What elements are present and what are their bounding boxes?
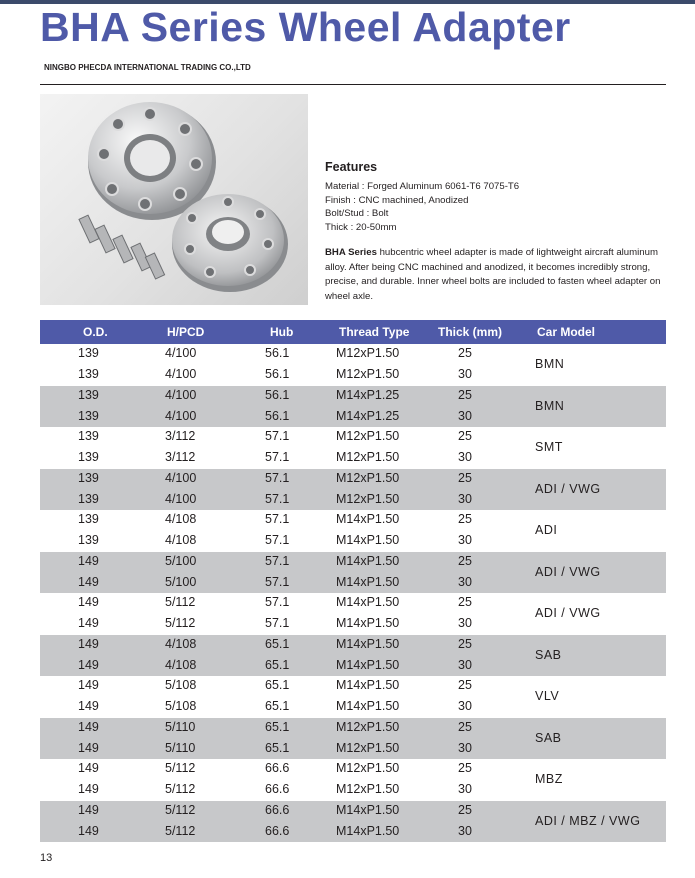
table-row-group: [40, 552, 666, 594]
cell-car-model: ADI / VWG: [535, 606, 601, 620]
table-row-group: [40, 469, 666, 511]
cell-car-model: BMN: [535, 357, 565, 371]
cell-car-model: SAB: [535, 647, 562, 662]
table-row: [40, 699, 666, 719]
cell-hub: 66.6: [265, 802, 290, 817]
cell-hpcd: 4/100: [165, 470, 197, 485]
table-row: [40, 658, 666, 678]
cell-hub: 65.1: [265, 636, 290, 651]
cell-thread: M12xP1.50: [336, 719, 400, 734]
cell-hub: 56.1: [265, 387, 290, 402]
cell-thick: 30: [458, 367, 472, 381]
header-thick: Thick (mm): [438, 325, 503, 339]
wheel-adapter-illustration: [40, 94, 308, 305]
series-name: BHA Series: [325, 247, 377, 258]
spec-material: Material : Forged Aluminum 6061-T6 7075-T6: [325, 181, 520, 192]
cell-thick: 25: [458, 636, 472, 651]
cell-thread: M14xP1.50: [336, 657, 400, 672]
cell-hpcd: 5/110: [165, 719, 196, 734]
table-row-group: [40, 510, 666, 552]
cell-hub: 65.1: [265, 719, 290, 734]
adapter-small: [172, 194, 288, 292]
table-row: [40, 367, 666, 387]
cell-hub: 56.1: [265, 367, 290, 381]
cell-hub: 65.1: [265, 678, 290, 692]
cell-hub: 57.1: [265, 553, 290, 568]
cell-thread: M14xP1.50: [336, 595, 400, 609]
cell-hpcd: 5/108: [165, 678, 197, 692]
cell-od: 149: [78, 636, 99, 651]
cell-od: 149: [78, 699, 99, 713]
company-name: NINGBO PHECDA INTERNATIONAL TRADING CO.,LTD: [44, 63, 251, 72]
header-hub: Hub: [270, 325, 294, 339]
header-hpcd: H/PCD: [167, 325, 205, 339]
cell-hpcd: 3/112: [165, 450, 196, 464]
features-description: [325, 246, 661, 304]
cell-od: 139: [78, 470, 99, 485]
table-row: [40, 761, 666, 781]
cell-hub: 57.1: [265, 450, 290, 464]
cell-thick: 30: [458, 823, 472, 838]
cell-thread: M14xP1.50: [336, 533, 400, 547]
cell-car-model: ADI / MBZ / VWG: [535, 813, 641, 828]
table-row-group: [40, 386, 666, 428]
table-row-group: [40, 676, 666, 718]
cell-thread: M14xP1.25: [336, 387, 400, 402]
cell-od: 139: [78, 367, 99, 381]
cell-od: 149: [78, 740, 99, 755]
cell-hub: 65.1: [265, 657, 290, 672]
cell-thread: M14xP1.50: [336, 636, 400, 651]
cell-od: 139: [78, 533, 99, 547]
cell-od: 149: [78, 574, 99, 589]
table-row: [40, 512, 666, 532]
cell-hpcd: 5/112: [165, 782, 196, 796]
cell-thick: 25: [458, 719, 472, 734]
cell-hpcd: 5/112: [165, 802, 196, 817]
table-row: [40, 429, 666, 449]
table-row: [40, 533, 666, 553]
cell-hpcd: 4/100: [165, 387, 197, 402]
cell-od: 149: [78, 782, 99, 796]
table-row-group: [40, 427, 666, 469]
page-number: 13: [40, 852, 53, 864]
features-section: [325, 160, 665, 304]
cell-hpcd: 4/108: [165, 657, 197, 672]
cell-thick: 25: [458, 387, 472, 402]
cell-car-model: BMN: [535, 398, 565, 413]
table-row-group: [40, 801, 666, 843]
cell-thread: M14xP1.50: [336, 699, 400, 713]
cell-hub: 65.1: [265, 740, 290, 755]
cell-hpcd: 5/108: [165, 699, 197, 713]
cell-thick: 25: [458, 595, 472, 609]
cell-thread: M12xP1.50: [336, 782, 400, 796]
table-row-group: [40, 759, 666, 801]
cell-thick: 25: [458, 553, 472, 568]
cell-hub: 57.1: [265, 491, 290, 506]
cell-thick: 30: [458, 657, 472, 672]
table-row: [40, 409, 666, 429]
cell-car-model: SAB: [535, 730, 562, 745]
cell-hpcd: 5/112: [165, 823, 196, 838]
cell-hub: 57.1: [265, 616, 290, 630]
cell-hpcd: 5/100: [165, 574, 197, 589]
cell-hub: 66.6: [265, 782, 290, 796]
specs-table: [40, 320, 666, 842]
cell-hpcd: 5/110: [165, 740, 196, 755]
cell-od: 139: [78, 429, 99, 443]
cell-od: 149: [78, 802, 99, 817]
cell-thread: M12xP1.50: [336, 740, 400, 755]
cell-od: 149: [78, 595, 99, 609]
cell-thread: M14xP1.50: [336, 574, 400, 589]
cell-thread: M14xP1.50: [336, 823, 400, 838]
cell-thick: 25: [458, 470, 472, 485]
cell-thick: 30: [458, 782, 472, 796]
cell-hub: 57.1: [265, 512, 290, 526]
spec-thick: Thick : 20-50mm: [325, 221, 397, 233]
cell-thick: 25: [458, 678, 472, 692]
cell-hpcd: 5/100: [165, 553, 197, 568]
cell-hpcd: 4/108: [165, 533, 197, 547]
description-text: hubcentric wheel adapter is made of lightweight aircraft aluminum alloy. After being CNC machined and anodized, it becomes incredibly strong, precise, and durable. Inner wheel bolts are included to fasten wheel adapter on wheel axle.: [325, 247, 661, 302]
table-body: [40, 344, 666, 842]
cell-hpcd: 5/112: [165, 595, 196, 609]
cell-hub: 66.6: [265, 823, 290, 838]
table-row-group: [40, 635, 666, 677]
cell-hpcd: 4/100: [165, 367, 197, 381]
table-row: [40, 741, 666, 761]
cell-od: 139: [78, 408, 99, 423]
cell-car-model: ADI: [535, 523, 558, 537]
features-heading: Features: [325, 160, 378, 174]
cell-hpcd: 3/112: [165, 429, 196, 443]
cell-hpcd: 4/100: [165, 346, 197, 360]
table-row: [40, 678, 666, 698]
cell-thread: M12xP1.50: [336, 761, 400, 775]
cell-thick: 30: [458, 699, 472, 713]
cell-od: 139: [78, 491, 99, 506]
cell-thick: 30: [458, 408, 472, 423]
cell-thread: M14xP1.50: [336, 512, 400, 526]
cell-thick: 25: [458, 346, 472, 360]
table-row-group: [40, 344, 666, 386]
cell-hpcd: 4/108: [165, 636, 197, 651]
cell-thread: M14xP1.50: [336, 616, 400, 630]
cell-thick: 30: [458, 450, 472, 464]
cell-hpcd: 4/100: [165, 408, 197, 423]
cell-thick: 25: [458, 429, 472, 443]
header-thread-type: Thread Type: [339, 325, 410, 339]
cell-od: 149: [78, 657, 99, 672]
cell-hub: 57.1: [265, 470, 290, 485]
cell-car-model: VLV: [535, 689, 560, 703]
cell-thread: M12xP1.50: [336, 367, 400, 381]
cell-thick: 25: [458, 802, 472, 817]
cell-od: 149: [78, 719, 99, 734]
cell-hub: 56.1: [265, 408, 290, 423]
cell-hub: 57.1: [265, 574, 290, 589]
table-row: [40, 346, 666, 366]
cell-hpcd: 4/100: [165, 491, 197, 506]
cell-od: 139: [78, 346, 99, 360]
cell-thread: M14xP1.50: [336, 678, 400, 692]
spec-bolt: Bolt/Stud : Bolt: [325, 208, 389, 219]
cell-od: 149: [78, 616, 99, 630]
table-row-group: [40, 593, 666, 635]
cell-thick: 25: [458, 512, 472, 526]
table-row: [40, 720, 666, 740]
table-row: [40, 388, 666, 408]
header-divider: [40, 84, 666, 85]
header-od: O.D.: [83, 325, 108, 339]
cell-hub: 66.6: [265, 761, 290, 775]
cell-od: 149: [78, 678, 99, 692]
cell-od: 139: [78, 387, 99, 402]
cell-thread: M12xP1.50: [336, 346, 400, 360]
cell-car-model: ADI / VWG: [535, 564, 601, 579]
cell-thread: M14xP1.50: [336, 553, 400, 568]
cell-thick: 25: [458, 761, 472, 775]
table-row: [40, 782, 666, 802]
cell-thread: M12xP1.50: [336, 491, 400, 506]
page-title: BHA Series Wheel Adapter: [40, 4, 571, 50]
cell-od: 149: [78, 823, 99, 838]
cell-hub: 57.1: [265, 533, 290, 547]
cell-thread: M12xP1.50: [336, 429, 400, 443]
cell-car-model: ADI / VWG: [535, 481, 601, 496]
cell-thread: M12xP1.50: [336, 470, 400, 485]
cell-thick: 30: [458, 574, 472, 589]
cell-thick: 30: [458, 740, 472, 755]
header-car-model: Car Model: [537, 325, 596, 339]
cell-thick: 30: [458, 491, 472, 506]
cell-od: 139: [78, 512, 99, 526]
table-row: [40, 637, 666, 657]
cell-thick: 30: [458, 616, 472, 630]
cell-thread: M14xP1.50: [336, 802, 400, 817]
cell-od: 149: [78, 761, 99, 775]
product-photo: [40, 94, 308, 305]
cell-hpcd: 5/112: [165, 761, 196, 775]
cell-hub: 65.1: [265, 699, 290, 713]
cell-od: 139: [78, 450, 99, 464]
cell-hub: 57.1: [265, 595, 290, 609]
cell-od: 149: [78, 553, 99, 568]
spec-finish: Finish : CNC machined, Anodized: [325, 194, 469, 206]
cell-hpcd: 4/108: [165, 512, 197, 526]
table-header: [40, 320, 666, 344]
cell-hpcd: 5/112: [165, 616, 196, 630]
cell-car-model: MBZ: [535, 772, 563, 786]
cell-thread: M12xP1.50: [336, 450, 400, 464]
cell-thread: M14xP1.25: [336, 408, 400, 423]
table-row: [40, 450, 666, 470]
cell-car-model: SMT: [535, 440, 563, 454]
cell-thick: 30: [458, 533, 472, 547]
table-row-group: [40, 718, 666, 760]
cell-hub: 56.1: [265, 346, 290, 360]
lug-bolts: [79, 215, 165, 279]
cell-hub: 57.1: [265, 429, 290, 443]
